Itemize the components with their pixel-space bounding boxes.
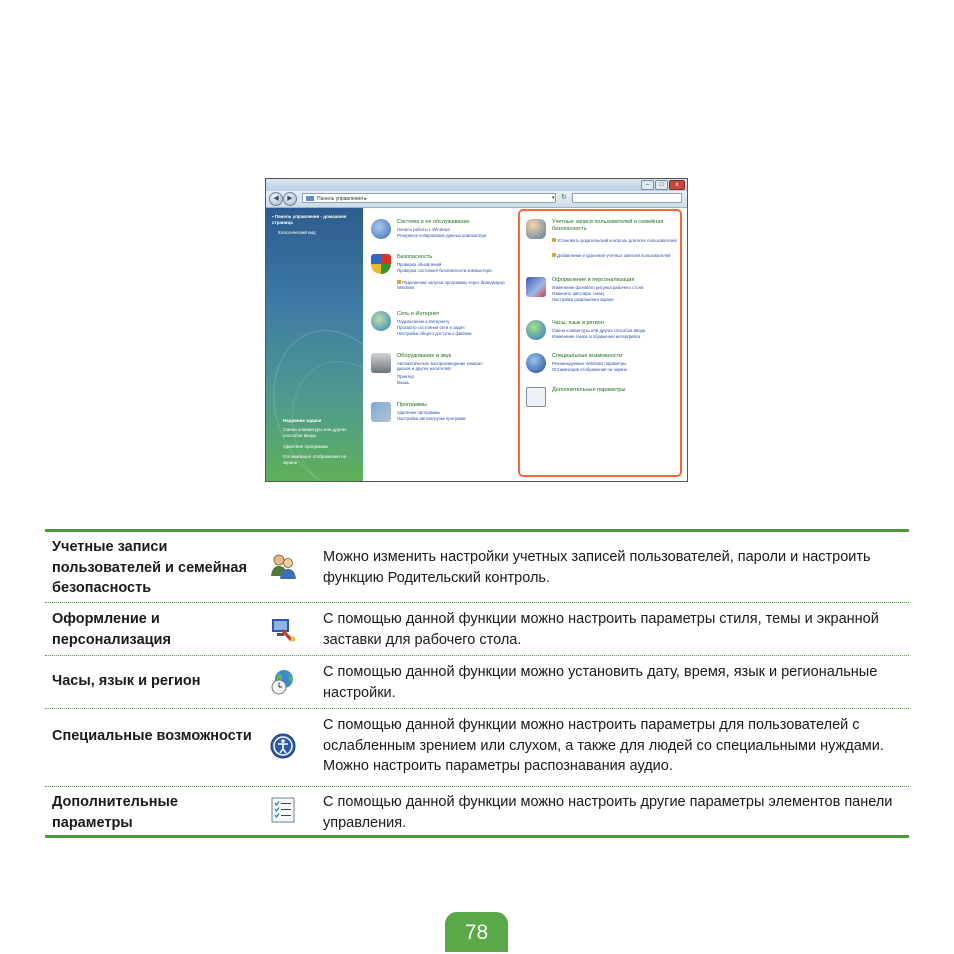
window-titlebar	[266, 179, 687, 191]
appearance-icon	[269, 615, 297, 643]
address-input[interactable]	[302, 193, 556, 203]
shield-icon	[371, 254, 391, 274]
row-label: Специальные возможности	[52, 728, 252, 744]
users-icon	[269, 552, 297, 580]
row-description: С помощью данной функции можно установить дату, время, язык и региональные настройки.	[323, 664, 878, 701]
table-row	[45, 532, 909, 603]
address-bar	[266, 191, 687, 208]
highlight-frame	[518, 209, 682, 477]
minimize-button[interactable]: –	[641, 180, 654, 190]
accessibility-icon	[269, 732, 297, 760]
forward-button[interactable]: ▶	[283, 192, 297, 206]
recent-task-uninstall[interactable]: Удаление программы	[283, 444, 329, 449]
address-text: Панель управления ▸	[317, 196, 367, 202]
row-description: Можно изменить настройки учетных записей пользователей, пароли и настроить функцию Родительский контроль.	[323, 549, 871, 586]
row-description: С помощью данной функции можно настроить параметры для пользователей с ослабленным зрением или слухом, а также для людей со специальными нуждами. Можно настроить параметры распознавания аудио.	[323, 717, 884, 774]
control-panel-screenshot: – □ x ◀ ▶ Панель управления ▸ ▾ ↻ ▪ Панель управления - домашняя страница Классический вид Недавние задачи Смена клавиатуры или других способов ввода Удаление программы Оптимизация отображения на экране Система и ее обслуживание Начало работы с Windows Резервное копирование данных компьютера Безопасность Проверка обновлений Проверка состояния безопасности компьютера Разрешение запуска программы через брандмауэр Windows Сеть и Интернет Подключение к Интернету Просмотр состояния сети и задач Настройка общего доступа к файлам Оборудование и звук Автоматическое воспроизведение компакт-дисков и других носителей Принтер Мышь Программы Удаление программы Настройка автозагрузки программ Учетные записи пользователей и семейная безопасность Установить родительский контроль для всех пользователей Добавление и удаление учетных записей пользователей Оформление и персонализация Изменение фонового рисунка рабочего стола Изменить цветовую схему Настройка разрешения экрана Часы, язык и регион Смена клавиатуры или других способов ввода Изменение языка отображения интерфейса Специальные возможности Рекомендуемые Windows параметры Оптимизация отображения на экране Дополнительные параметры	[265, 178, 688, 482]
checklist-icon	[269, 796, 297, 824]
description-table	[45, 529, 909, 838]
back-button[interactable]: ◀	[269, 192, 283, 206]
search-input[interactable]	[572, 193, 682, 203]
printer-icon	[371, 353, 391, 373]
recent-task-display[interactable]: Оптимизация отображения на экране	[283, 454, 347, 465]
refresh-icon[interactable]: ↻	[561, 194, 567, 201]
row-label: Часы, язык и регион	[52, 673, 201, 689]
recent-tasks-title: Недавние задачи	[283, 418, 322, 423]
table-row	[45, 787, 909, 835]
network-icon	[371, 311, 391, 331]
maximize-button[interactable]: □	[655, 180, 668, 190]
programs-icon	[371, 402, 391, 422]
row-label: Учетные записи пользователей и семейная безопасность	[52, 539, 247, 596]
system-icon	[371, 219, 391, 239]
table-row	[45, 656, 909, 709]
row-label: Дополнительные параметры	[52, 794, 178, 831]
table-bottom-rule	[45, 835, 909, 838]
cp-home-link[interactable]: ▪ Панель управления - домашняя страница	[272, 214, 347, 225]
close-button[interactable]: x	[669, 180, 685, 190]
table-row	[45, 709, 909, 787]
row-description: С помощью данной функции можно настроить параметры стиля, темы и экранной заставки для рабочего стола.	[323, 611, 879, 648]
clock-globe-icon	[269, 668, 297, 696]
table-row	[45, 603, 909, 656]
folder-icon	[306, 196, 314, 201]
classic-view-link[interactable]: Классический вид	[278, 230, 316, 235]
row-description: С помощью данной функции можно настроить другие параметры элементов панели управления.	[323, 794, 893, 831]
row-label: Оформление и персонализация	[52, 611, 171, 648]
uac-shield-icon	[397, 280, 401, 284]
page-number: 78	[445, 912, 508, 952]
recent-task-keyboard[interactable]: Смена клавиатуры или других способов ввода	[283, 427, 347, 438]
address-dropdown-icon[interactable]: ▾	[552, 195, 555, 201]
left-pane	[266, 208, 363, 481]
